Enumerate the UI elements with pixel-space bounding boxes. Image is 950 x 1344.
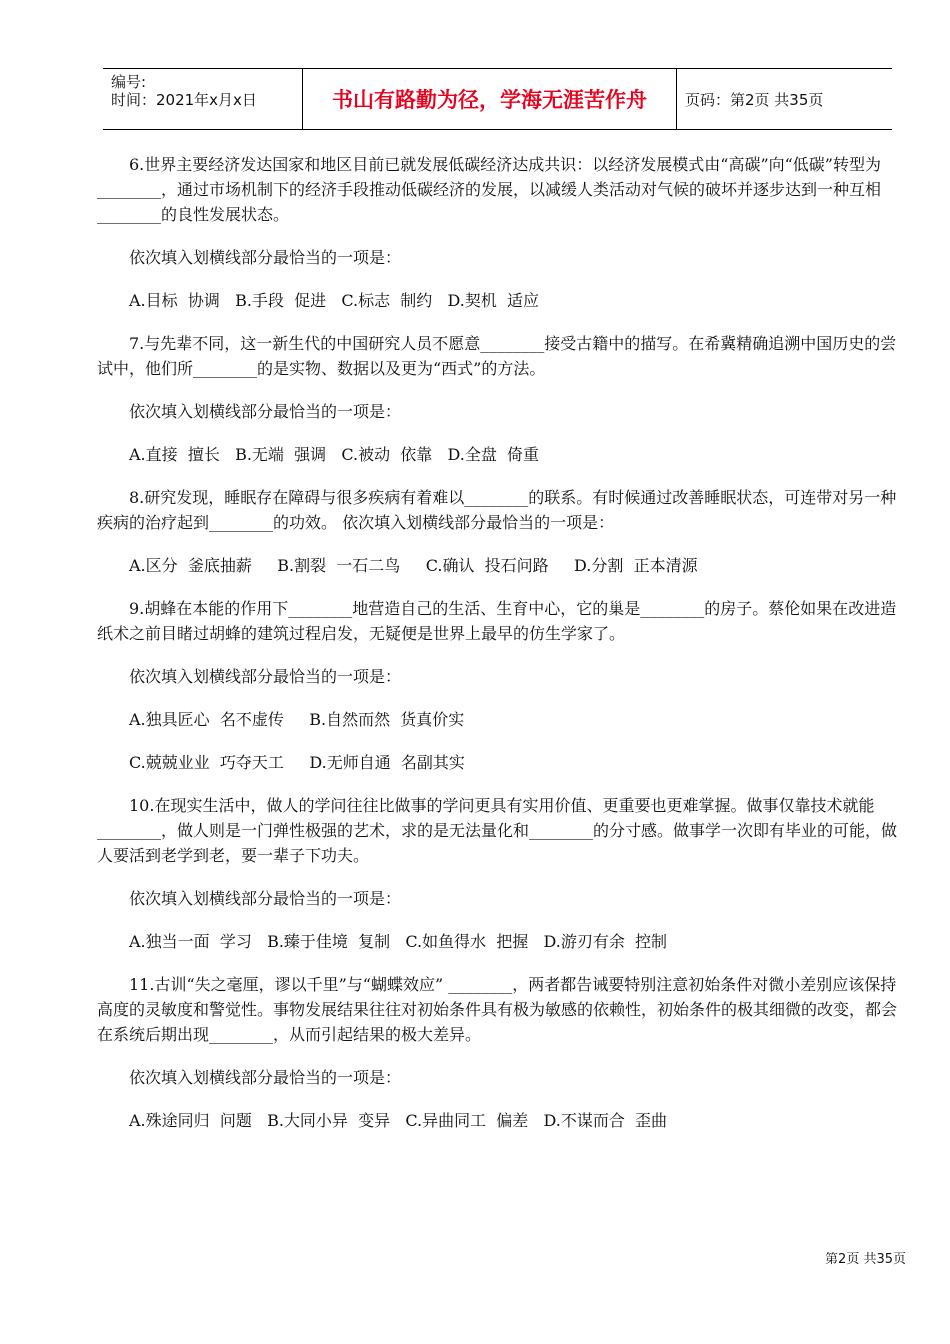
page-header bbox=[103, 68, 892, 130]
question-options: C.兢兢业业 巧夺天工 D.无师自通 名副其实 bbox=[129, 753, 465, 772]
question-text: 11.古训“失之毫厘，谬以千里”与“蝴蝶效应” ________，两者都告诫要特别注意初始条件对微小差别应该保持高度的灵敏度和警觉性。事物发展结果往往对初始条件具有极为敏感的依赖性，初始条件的极其细微的改变，都会在系统后期出现________，从而引起结果的极大差异。 bbox=[97, 975, 898, 1044]
number-label: 编号: bbox=[111, 73, 147, 91]
question-instruction: 依次填入划横线部分最恰当的一项是： bbox=[129, 889, 402, 908]
header-meta bbox=[103, 69, 303, 129]
question-instruction: 依次填入划横线部分最恰当的一项是： bbox=[129, 248, 402, 267]
question-options: A.独当一面 学习 B.臻于佳境 复制 C.如鱼得水 把握 D.游刃有余 控制 bbox=[129, 932, 668, 951]
question-options: A.区分 釜底抽薪 B.割裂 一石二鸟 C.确认 投石问路 D.分割 正本清源 bbox=[129, 556, 698, 575]
question-text: 8.研究发现，睡眠存在障碍与很多疾病有着难以________的联系。有时候通过改善睡眠状态，可连带对另一种疾病的治疗起到________的功效。 依次填入划横线部分最恰当的一项是： bbox=[97, 488, 897, 532]
question-options: A.直接 擅长 B.无端 强调 C.被动 依靠 D.全盘 倚重 bbox=[129, 445, 540, 464]
question-options: A.目标 协调 B.手段 促进 C.标志 制约 D.契机 适应 bbox=[129, 291, 540, 310]
question-text: 10.在现实生活中，做人的学问往往比做事的学问更具有实用价值、更重要也更难掌握。做事仅靠技术就能________，做人则是一门弹性极强的艺术，求的是无法量化和________的分寸感。做事学一次即有毕业的可能，做人要活到老学到老，要一辈子下功夫。 bbox=[97, 796, 898, 865]
question-instruction: 依次填入划横线部分最恰当的一项是： bbox=[129, 667, 402, 686]
header-motto: 书山有路勤为径，学海无涯苦作舟 bbox=[303, 69, 677, 129]
question-text: 7.与先辈不同，这一新生代的中国研究人员不愿意________接受古籍中的描写。在希冀精确追溯中国历史的尝试中，他们所________的是实物、数据以及更为“西式”的方法。 bbox=[97, 334, 897, 378]
header-page-code: 页码：第2页 共35页 bbox=[685, 90, 824, 109]
time-label: 时间：2021年x月x日 bbox=[111, 91, 257, 109]
question-instruction: 依次填入划横线部分最恰当的一项是： bbox=[129, 402, 402, 421]
document-body bbox=[97, 152, 907, 1151]
question-text: 9.胡蜂在本能的作用下________地营造自己的生活、生育中心，它的巢是________的房子。蔡伦如果在改进造纸术之前目睹过胡蜂的建筑过程启发，无疑便是世界上最早的仿生学家了。 bbox=[97, 599, 897, 643]
question-text: 6.世界主要经济发达国家和地区目前已就发展低碳经济达成共识：以经济发展模式由“高碳”向“低碳”转型为________，通过市场机制下的经济手段推动低碳经济的发展，以减缓人类活动对气候的破坏并逐步达到一种互相________的良性发展状态。 bbox=[97, 155, 882, 224]
question-options: A.殊途同归 问题 B.大同小异 变异 C.异曲同工 偏差 D.不谋而合 歪曲 bbox=[129, 1111, 668, 1130]
page-footer: 第2页 共35页 bbox=[825, 1252, 906, 1267]
question-instruction: 依次填入划横线部分最恰当的一项是： bbox=[129, 1068, 402, 1087]
question-options: A.独具匠心 名不虚传 B.自然而然 货真价实 bbox=[129, 710, 465, 729]
